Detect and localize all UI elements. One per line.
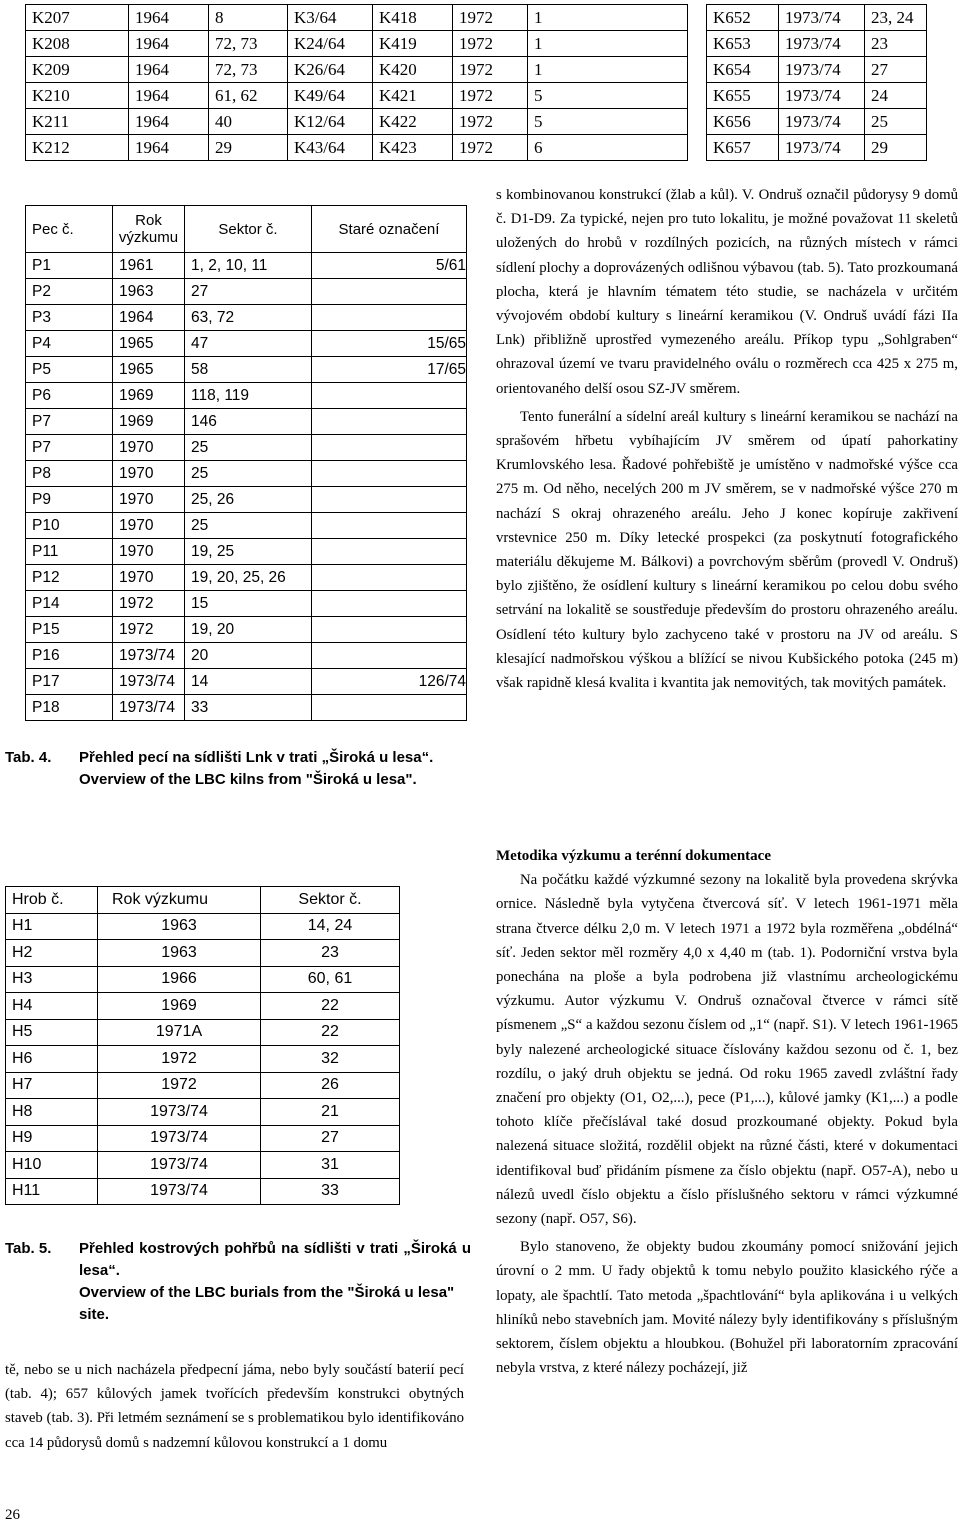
- k-right-cell: 1973/74: [779, 83, 865, 109]
- kilns-cell: [312, 539, 467, 565]
- k-left-cell: K421: [373, 83, 453, 109]
- k-left-cell: K420: [373, 57, 453, 83]
- burials-cell: 1969: [98, 993, 261, 1020]
- burials-cell: H2: [6, 940, 98, 967]
- kilns-cell: P8: [26, 461, 113, 487]
- kilns-cell: P7: [26, 435, 113, 461]
- k-right-cell: 23, 24: [865, 5, 927, 31]
- kilns-cell: 1970: [113, 539, 185, 565]
- kilns-row: [26, 669, 467, 695]
- k-left-cell: 72, 73: [209, 31, 288, 57]
- k-left-row: [26, 57, 688, 83]
- kilns-cell: 17/65: [312, 357, 467, 383]
- k-left-cell: 1: [528, 57, 688, 83]
- k-left-cell: 1972: [453, 83, 528, 109]
- burials-row: [6, 1046, 400, 1073]
- kilns-cell: 1972: [113, 591, 185, 617]
- kilns-cell: 1973/74: [113, 669, 185, 695]
- burials-row: [6, 966, 400, 993]
- k-left-cell: 40: [209, 109, 288, 135]
- k-right-cell: 1973/74: [779, 109, 865, 135]
- kilns-row: [26, 695, 467, 721]
- k-left-cell: 1964: [129, 57, 209, 83]
- burials-cell: 1973/74: [98, 1099, 261, 1126]
- kilns-cell: P1: [26, 253, 113, 279]
- right-paragraph-3: Na počátku každé výzkumné sezony na lokalitě byla provedena skrývka ornice. Následně byla vytyčena čtvercová síť. V letech 1961-1971 měla strana čtverce délku 2,0 m. V letech 1971 a 1972 byla rozměřena „obdélná“ síť. Jeden sektor měl rozměry 4,0 x 4,40 m (tab. 1). Podorniční vrstva byla ponechána na ploše a byla podrobena již vlastnímu archeologickému výzkumu. Autor výzkumu V. Ondruš označoval čtverce v rámci sítě písmenem „S“ a každou sezonu číslem od „1“ (např. S1). V letech 1961-1965 byly nalezené archeologické situace číslovány každou sezonu od č. 1, bez rozdílu, o jaký druh objektu se jedná. Od roku 1965 zavedl zvláštní řady značení pro objekty (O1, O2,...), pece (P1,...), kůlové jamky (K1,...) a podle tohoto klíče přečíslával také dosud prozkoumané objekty. Pokud byla nalezená situace složitá, rozdělil objekt na různé části, které v dokumentaci identifikoval buď přidáním písmene za číslo objektu (např. O57-A), nebo u nálezů uvedl číslo objektu a číslo příslušného sektoru v rámci výzkumné sezony (např. O57, S6).: [496, 872, 958, 1228]
- burials-cell: 1971A: [98, 1019, 261, 1046]
- burials-cell: 1972: [98, 1072, 261, 1099]
- k-left-cell: 6: [528, 135, 688, 161]
- right-paragraph-2: Tento funerální a sídelní areál kultury s lineární keramikou se nachází na sprašovém hřbetu vybíhajícím JV směrem od úpatí pahorkatiny Krumlovského lesa. Řadové pohřebiště je umístěno v nadmořské výšce cca 275 m. Od něho, necelých 200 m JV směrem, se v nadmořské výšce 270 m nachází S okraj ohrazeného areálu. Jeho J konec kopíruje zakřivení vrstevnice 250 m. Díky letecké prospekci (za poskytnutí fotografického materiálu děkujeme M. Bálkovi) a povrchovým sběrům (provedl V. Ondruš) bylo zjištěno, že osídlení kultury s lineární keramikou po celou dobu svého setrvání na lokalitě se soustředuje především do prostoru ohrazeného areálu. Osídlení této kultury bylo zachyceno také v prostoru na JV od areálu. S klesající nadmořskou výškou a blížící se nivou Kubšického potoka (245 m) však rapidně klesá kvalita i kvantita jak nemovitých, tak movitých památek.: [496, 408, 958, 692]
- k-left-cell: K24/64: [288, 31, 373, 57]
- k-left-cell: 1972: [453, 135, 528, 161]
- k-right-cell: 29: [865, 135, 927, 161]
- left-paragraph: tě, nebo se u nich nacházela předpecní jáma, nebo byly součástí baterií pecí (tab. 4); 657 kůlových jamek tvořících především konstrukci obytných staveb (tab. 3). Při letmém seznámení se s problematikou bylo identifikováno cca 14 půdorysů domů s nadzemní kůlovou konstrukcí a 1 domu: [5, 1362, 464, 1451]
- kilns-cell: 25, 26: [185, 487, 312, 513]
- k-right-cell: 1973/74: [779, 135, 865, 161]
- tab4-caption-cz: Přehled pecí na sídlišti Lnk v trati „Široká u lesa“.: [79, 749, 434, 766]
- burials-row: [6, 993, 400, 1020]
- tab5-label: Tab. 5.: [5, 1240, 52, 1257]
- burials-cell: 32: [261, 1046, 400, 1073]
- k-left-cell: K210: [26, 83, 129, 109]
- kilns-cell: [312, 487, 467, 513]
- k-left-cell: K418: [373, 5, 453, 31]
- burials-cell: 23: [261, 940, 400, 967]
- kilns-cell: [312, 565, 467, 591]
- kilns-cell: 1972: [113, 617, 185, 643]
- k-left-cell: 1964: [129, 109, 209, 135]
- kilns-cell: 15: [185, 591, 312, 617]
- k-left-cell: 8: [209, 5, 288, 31]
- kilns-cell: [312, 435, 467, 461]
- k-left-cell: K12/64: [288, 109, 373, 135]
- kilns-cell: 25: [185, 513, 312, 539]
- burials-cell: H8: [6, 1099, 98, 1126]
- k-left-cell: K26/64: [288, 57, 373, 83]
- k-left-cell: 72, 73: [209, 57, 288, 83]
- burials-cell: 1972: [98, 1046, 261, 1073]
- kilns-cell: 1969: [113, 383, 185, 409]
- k-left-cell: 1972: [453, 57, 528, 83]
- burials-row: [6, 940, 400, 967]
- kilns-cell: [312, 513, 467, 539]
- k-left-cell: 1972: [453, 109, 528, 135]
- k-right-row: [707, 109, 927, 135]
- kilns-cell: 5/61: [312, 253, 467, 279]
- k-left-cell: K209: [26, 57, 129, 83]
- right-paragraph-4: Bylo stanoveno, že objekty budou zkoumány pomocí snižování jejich úrovní o 2 mm. U řady objektů k tomu nebylo použito klasického rýče a lopaty, ale špachtlí. Tato metoda „špachtlování“ byla aplikována i u velkých hliníků nebo stavebních jam. Movité nálezy byly identifikovány s příslušným sektorem, číslem objektu a hloubkou. (Bohužel při laboratorním zpracování nebyla vrstva, z které nálezy pocházejí, již: [496, 1239, 958, 1377]
- burials-cell: 14, 24: [261, 913, 400, 940]
- k-left-cell: K423: [373, 135, 453, 161]
- k-left-cell: 1964: [129, 83, 209, 109]
- kilns-cell: 47: [185, 331, 312, 357]
- tab4-label: Tab. 4.: [5, 749, 52, 766]
- kilns-cell: 14: [185, 669, 312, 695]
- burials-cell: 26: [261, 1072, 400, 1099]
- kilns-cell: 1, 2, 10, 11: [185, 253, 312, 279]
- kilns-cell: [312, 591, 467, 617]
- tab5-caption: [5, 1238, 471, 1330]
- burials-row: [6, 1099, 400, 1126]
- kilns-header-1-text: Rok výzkumu: [118, 212, 179, 246]
- kilns-row: [26, 253, 467, 279]
- k-left-row: [26, 31, 688, 57]
- burials-cell: 60, 61: [261, 966, 400, 993]
- k-left-row: [26, 5, 688, 31]
- page-number: 26: [5, 1507, 20, 1523]
- k-right-row: [707, 83, 927, 109]
- kilns-cell: [312, 643, 467, 669]
- kilns-row: [26, 617, 467, 643]
- k-left-cell: 5: [528, 83, 688, 109]
- kilns-cell: 1963: [113, 279, 185, 305]
- table-burials: [5, 886, 400, 1205]
- burials-cell: 22: [261, 1019, 400, 1046]
- kilns-cell: 146: [185, 409, 312, 435]
- k-left-cell: 5: [528, 109, 688, 135]
- right-paragraph-1: s kombinovanou konstrukcí (žlab a kůl). V. Ondruš označil půdorysy 9 domů č. D1-D9. Za typické, nejen pro tuto lokalitu, je možné považovat 11 skeletů uložených do hrobů v rozdílných pozicích, na různých místech v rámci sídlení plochy a doprovázených odlišnou výbavou (tab. 5). Tato prozkoumaná plocha, která je hlavním tématem této studie, se nacházela v určitém vývojovém období kultury s lineární keramikou (V. Ondruš uvádí fázi IIa Lnk) přibližně uprostřed vymezeného areálu. Příkop typu „Sohlgraben“ ohrazoval území ve tvaru pravidelného oválu o rozměrech cca 425 x 275 m, orientovaného delší osou SZ-JV směrem.: [496, 187, 958, 397]
- k-left-cell: 1: [528, 31, 688, 57]
- kilns-row: [26, 487, 467, 513]
- kilns-cell: P9: [26, 487, 113, 513]
- kilns-cell: 33: [185, 695, 312, 721]
- k-left-cell: K419: [373, 31, 453, 57]
- left-column-text: [5, 1358, 464, 1455]
- k-right-row: [707, 5, 927, 31]
- k-left-cell: K207: [26, 5, 129, 31]
- kilns-row: [26, 409, 467, 435]
- tab5-caption-en: Overview of the LBC burials from the "Široká u lesa" site.: [79, 1284, 455, 1323]
- kilns-cell: 19, 25: [185, 539, 312, 565]
- burials-cell: H6: [6, 1046, 98, 1073]
- kilns-cell: P16: [26, 643, 113, 669]
- burials-cell: H4: [6, 993, 98, 1020]
- kilns-cell: P4: [26, 331, 113, 357]
- burials-row: [6, 1072, 400, 1099]
- kilns-row: [26, 643, 467, 669]
- kilns-cell: P14: [26, 591, 113, 617]
- burials-row: [6, 1152, 400, 1179]
- k-left-cell: 1964: [129, 135, 209, 161]
- burials-header-1: Rok výzkumu: [98, 887, 261, 914]
- k-right-cell: 27: [865, 57, 927, 83]
- k-left-cell: 1964: [129, 31, 209, 57]
- kilns-cell: 1965: [113, 357, 185, 383]
- tab4-caption-en: Overview of the LBC kilns from "Široká u lesa".: [79, 771, 417, 788]
- kilns-row: [26, 357, 467, 383]
- kilns-cell: 1970: [113, 565, 185, 591]
- kilns-cell: [312, 617, 467, 643]
- burials-cell: 22: [261, 993, 400, 1020]
- k-right-cell: K656: [707, 109, 779, 135]
- burials-cell: H10: [6, 1152, 98, 1179]
- k-right-cell: 25: [865, 109, 927, 135]
- kilns-cell: P10: [26, 513, 113, 539]
- burials-cell: 21: [261, 1099, 400, 1126]
- burials-cell: 1973/74: [98, 1125, 261, 1152]
- burials-row: [6, 1125, 400, 1152]
- burials-cell: 1973/74: [98, 1178, 261, 1205]
- burials-row: [6, 913, 400, 940]
- kilns-row: [26, 383, 467, 409]
- tab4-caption-text: [79, 747, 471, 791]
- k-left-row: [26, 109, 688, 135]
- burials-cell: 31: [261, 1152, 400, 1179]
- kilns-cell: P7: [26, 409, 113, 435]
- kilns-cell: 1973/74: [113, 695, 185, 721]
- k-right-cell: 24: [865, 83, 927, 109]
- burials-cell: 1966: [98, 966, 261, 993]
- k-left-row: [26, 135, 688, 161]
- k-left-cell: K3/64: [288, 5, 373, 31]
- kilns-cell: 1970: [113, 487, 185, 513]
- kilns-cell: P11: [26, 539, 113, 565]
- kilns-cell: 1969: [113, 409, 185, 435]
- kilns-cell: 1964: [113, 305, 185, 331]
- kilns-row: [26, 279, 467, 305]
- kilns-row: [26, 513, 467, 539]
- kilns-cell: P3: [26, 305, 113, 331]
- burials-cell: H9: [6, 1125, 98, 1152]
- burials-header-2: Sektor č.: [261, 887, 400, 914]
- kilns-cell: 118, 119: [185, 383, 312, 409]
- k-left-cell: 1964: [129, 5, 209, 31]
- kilns-cell: P6: [26, 383, 113, 409]
- kilns-row: [26, 565, 467, 591]
- kilns-cell: 126/74: [312, 669, 467, 695]
- burials-cell: 33: [261, 1178, 400, 1205]
- kilns-cell: [312, 409, 467, 435]
- burials-cell: H7: [6, 1072, 98, 1099]
- k-right-cell: K655: [707, 83, 779, 109]
- k-left-cell: K43/64: [288, 135, 373, 161]
- kilns-cell: P5: [26, 357, 113, 383]
- kilns-cell: P15: [26, 617, 113, 643]
- k-left-row: [26, 83, 688, 109]
- tab5-caption-text: [79, 1238, 471, 1326]
- kilns-row: [26, 461, 467, 487]
- k-left-cell: K211: [26, 109, 129, 135]
- kilns-cell: 1970: [113, 461, 185, 487]
- kilns-cell: 1961: [113, 253, 185, 279]
- kilns-cell: P12: [26, 565, 113, 591]
- kilns-cell: 58: [185, 357, 312, 383]
- section-heading: Metodika výzkumu a terénní dokumentace: [496, 848, 771, 864]
- k-left-cell: K208: [26, 31, 129, 57]
- kilns-cell: 63, 72: [185, 305, 312, 331]
- k-right-cell: K657: [707, 135, 779, 161]
- kilns-cell: 15/65: [312, 331, 467, 357]
- kilns-header-1: [113, 206, 185, 253]
- kilns-row: [26, 539, 467, 565]
- kilns-cell: P17: [26, 669, 113, 695]
- k-left-cell: 1: [528, 5, 688, 31]
- kilns-cell: 20: [185, 643, 312, 669]
- kilns-cell: [312, 279, 467, 305]
- k-left-cell: 1972: [453, 31, 528, 57]
- kilns-row: [26, 331, 467, 357]
- kilns-cell: 1973/74: [113, 643, 185, 669]
- kilns-row: [26, 305, 467, 331]
- kilns-cell: [312, 383, 467, 409]
- burials-row: [6, 1019, 400, 1046]
- k-left-cell: 29: [209, 135, 288, 161]
- k-right-cell: 23: [865, 31, 927, 57]
- table-k-left: [25, 4, 688, 161]
- k-left-cell: K212: [26, 135, 129, 161]
- kilns-cell: 1970: [113, 513, 185, 539]
- kilns-cell: 25: [185, 461, 312, 487]
- k-right-cell: 1973/74: [779, 31, 865, 57]
- kilns-cell: 19, 20, 25, 26: [185, 565, 312, 591]
- kilns-cell: P18: [26, 695, 113, 721]
- k-right-row: [707, 135, 927, 161]
- kilns-row: [26, 435, 467, 461]
- kilns-header-0: Pec č.: [26, 206, 113, 253]
- k-right-row: [707, 31, 927, 57]
- burials-row: [6, 1178, 400, 1205]
- methodology-section: [496, 844, 958, 1380]
- kilns-cell: P2: [26, 279, 113, 305]
- burials-cell: 27: [261, 1125, 400, 1152]
- kilns-cell: 19, 20: [185, 617, 312, 643]
- burials-cell: H1: [6, 913, 98, 940]
- kilns-header-2: Sektor č.: [185, 206, 312, 253]
- kilns-cell: [312, 305, 467, 331]
- burials-cell: H3: [6, 966, 98, 993]
- k-right-cell: K654: [707, 57, 779, 83]
- kilns-cell: 27: [185, 279, 312, 305]
- k-left-cell: 61, 62: [209, 83, 288, 109]
- k-left-cell: 1972: [453, 5, 528, 31]
- kilns-header-3: Staré označení: [312, 206, 467, 253]
- tab5-caption-cz: Přehled kostrových pohřbů na sídlišti v trati „Široká u lesa“.: [79, 1240, 471, 1279]
- kilns-cell: 1970: [113, 435, 185, 461]
- k-right-cell: 1973/74: [779, 57, 865, 83]
- burials-header-0: Hrob č.: [6, 887, 98, 914]
- burials-cell: H11: [6, 1178, 98, 1205]
- kilns-row: [26, 591, 467, 617]
- k-left-cell: K422: [373, 109, 453, 135]
- k-right-cell: 1973/74: [779, 5, 865, 31]
- k-right-cell: K653: [707, 31, 779, 57]
- k-right-row: [707, 57, 927, 83]
- k-left-cell: K49/64: [288, 83, 373, 109]
- right-column: [496, 183, 958, 695]
- kilns-cell: 25: [185, 435, 312, 461]
- tab4-caption: [5, 747, 471, 817]
- burials-cell: H5: [6, 1019, 98, 1046]
- kilns-cell: [312, 461, 467, 487]
- burials-cell: 1963: [98, 940, 261, 967]
- k-right-cell: K652: [707, 5, 779, 31]
- table-k-right: [706, 4, 927, 161]
- kilns-cell: 1965: [113, 331, 185, 357]
- table-kilns: [25, 205, 467, 721]
- kilns-cell: [312, 695, 467, 721]
- burials-cell: 1973/74: [98, 1152, 261, 1179]
- burials-cell: 1963: [98, 913, 261, 940]
